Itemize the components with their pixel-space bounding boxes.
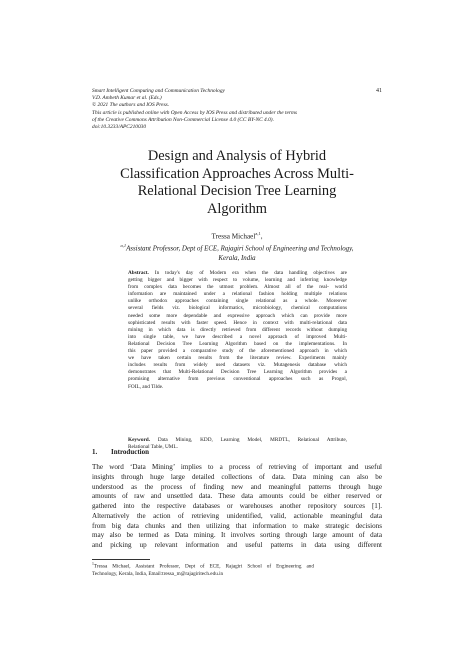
header-line: of the Creative Commons Attribution Non-Commercial License 4.0 (CC BY-NC 4.0).	[92, 116, 274, 123]
intro-paragraph	[92, 463, 382, 551]
body-line: amounts of raw and unsettled data. These data amounts could be either reserved or	[92, 492, 382, 501]
keywords-line	[128, 437, 347, 444]
keywords-line-text: Data Mining, KDD, Learning Model, MRDTL, Relational Attribute,	[157, 437, 347, 443]
author-affiliation	[92, 241, 382, 253]
body-line: Alternatively the action of retrieving unidentified, valid, actionable meaningful data	[92, 511, 382, 520]
abstract-line: sophisticated results with faster speed. Hence in context with multi-relational data	[128, 319, 347, 326]
body-line: gathered into the respective databases or warehouses another repository sources [1].	[92, 502, 382, 510]
body-line: from big data chunks and then utilizing that information to make strategic decisions	[92, 521, 382, 530]
abstract-label: Abstract.	[128, 270, 149, 276]
abstract-line: Relational Decision Tree Learning Algorithm based on the implementations. In	[128, 340, 347, 347]
footnote	[92, 561, 314, 578]
affiliation-mark: a,1	[120, 243, 127, 249]
abstract-line-text: In today's day of Modern era when the data handling objectives are	[154, 270, 348, 276]
section-heading	[92, 448, 382, 456]
abstract-line: promising alternative from previous conventional approaches such as Progol,	[128, 376, 347, 383]
header-line: V.D. Ambeth Kumar et al. (Eds.)	[92, 95, 162, 102]
header-line: doi:10.3233/APC210030	[92, 124, 147, 131]
body-line: may also be termed as Data mining. It involves sorting through large amount of data	[92, 531, 382, 540]
header-line: This article is published online with Open Access by IOS Press and distributed under the terms	[92, 109, 297, 116]
abstract-line: demonstrates that Multi-Relational Decision Tree Learning Algorithm provides a	[128, 369, 347, 376]
title-line: Design and Analysis of Hybrid	[147, 148, 327, 164]
affiliation-line: Kerala, India	[218, 254, 256, 262]
abstract-line: this paper provided a comparative study of the aforementioned approach in which	[128, 348, 347, 355]
abstract-line: unlike orthodox approaches containing single relational as a whole. Moreover	[128, 298, 347, 305]
page-number: 41	[376, 88, 382, 94]
title-line: Relational Decision Tree Learning	[137, 183, 337, 199]
abstract-line: mining in which data is directly retrieved from different records without dumping	[128, 326, 347, 333]
section-number: 1.	[92, 448, 98, 456]
title-line: Algorithm	[207, 200, 267, 217]
keywords-line: Relational Table, UML.	[128, 444, 178, 451]
body-line: The word ‘Data Mining’ implies to a process of retrieving of important and useful	[92, 463, 382, 471]
author-marks: a,1	[255, 231, 261, 236]
running-header	[92, 88, 382, 131]
body-line: understood as the process of finding new and meaningful patterns through huge	[92, 482, 382, 491]
footnote-line-text: Tressa Michael, Assistant Professor, Dept of ECE, Rajagiri School of Engineering and	[93, 563, 314, 570]
affiliation-line: Assistant Professor, Dept of ECE, Rajagiri School of Engineering and Technology,	[126, 245, 354, 253]
abstract-line: we have taken certain results from the literature review. Experiments mainly	[128, 355, 347, 362]
abstract-line: FOIL, and Tilde.	[128, 383, 164, 390]
abstract-line: getting bigger and bigger with respect to volume, learning and inferring knowledge	[128, 277, 347, 284]
abstract-line: information are maintained under a relational fashion holding multiple relations	[128, 291, 347, 298]
abstract-line: needed some more dependable and expressive approach which can provide more	[128, 312, 347, 319]
paper-title	[92, 148, 382, 218]
body-line: and picking up relevant information and useful patterns in data using different	[92, 541, 382, 549]
author-name: Tressa Michael	[211, 232, 256, 241]
abstract	[128, 270, 347, 391]
keywords-label: Keyword.	[128, 437, 151, 443]
header-line: © 2021 The authors and IOS Press.	[92, 102, 170, 109]
title-line: Classification Approaches Across Multi-	[120, 165, 354, 182]
section-title: Introduction	[111, 448, 149, 456]
abstract-line: into single table, we have described a novel approach of improved Multi-	[128, 333, 347, 340]
footnote-line	[92, 561, 314, 571]
body-line: insights through huge large detailed collections of data. Data mining can also be	[92, 472, 382, 481]
footnote-rule	[92, 559, 150, 560]
footnote-mark: 1	[92, 562, 94, 566]
abstract-line: includes results from widely used datasets viz. Mutagenesis database which	[128, 362, 347, 369]
header-line: Smart Intelligent Computing and Communication Technology	[92, 88, 225, 94]
author-name-line: Tressa Michael$^{a,1}$,	[211, 231, 263, 241]
abstract-line: several fields viz. biological informatics, microbiology, chemical computations	[128, 305, 347, 312]
author-block	[92, 229, 382, 263]
abstract-line: from complex data becomes the utmost problem. Almost all of the real- world	[128, 284, 347, 291]
footnote-line: Technology, Kerala, India, Email:tressa_m@rajagiritech.edu.in	[92, 570, 224, 577]
